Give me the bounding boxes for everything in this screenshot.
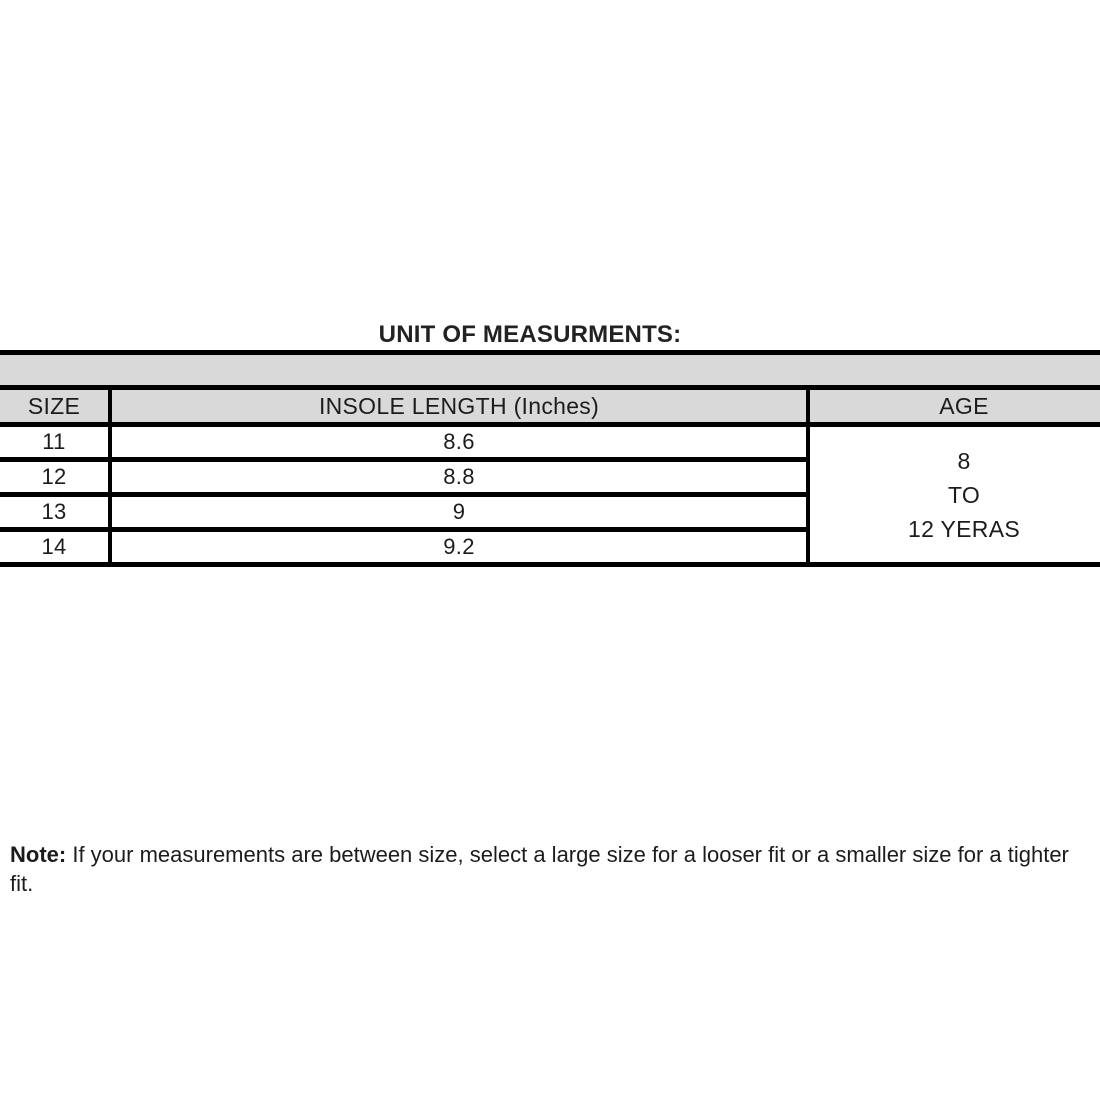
size-cell: 12 [0,460,110,495]
size-chart-table [0,350,1100,567]
size-cell: 14 [0,530,110,565]
header-cell-age: AGE [808,388,1100,425]
age-cell [808,425,1100,565]
note-text: If your measurements are between size, select a large size for a looser fit or a smaller size for a tighter fit. [10,842,1069,896]
header-cell-insole-length: INSOLE LENGTH (Inches) [110,388,808,425]
insole-length-cell: 8.6 [110,425,808,460]
insole-length-cell: 8.8 [110,460,808,495]
page-title: UNIT OF MEASURMENTS: [378,321,682,348]
age-line-end: 12 YERAS [908,515,1020,542]
size-cell: 11 [0,425,110,460]
header-cell-size: SIZE [0,388,110,425]
age-line-to: TO [947,481,981,508]
table-header-row [0,388,1100,425]
insole-length-cell: 9 [110,495,808,530]
table-row [0,425,1100,460]
age-line-start: 8 [957,447,971,474]
table-top-band [0,353,1100,388]
table-top-band-cell [0,353,1100,388]
note [10,840,1090,898]
note-label: Note: [10,842,67,867]
size-cell: 13 [0,495,110,530]
insole-length-cell: 9.2 [110,530,808,565]
